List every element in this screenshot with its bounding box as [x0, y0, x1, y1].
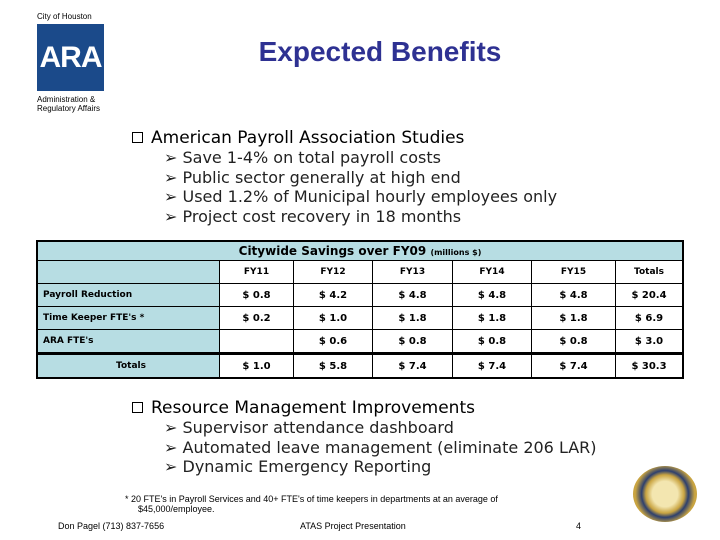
row-label: Totals — [37, 354, 220, 379]
cell: $ 0.8 — [453, 330, 532, 354]
cell: $ 1.8 — [373, 307, 453, 330]
section-heading — [132, 398, 475, 418]
header-cell — [37, 261, 220, 284]
cell: $ 20.4 — [616, 284, 684, 307]
header-cell: FY15 — [532, 261, 616, 284]
cell: $ 1.0 — [294, 307, 373, 330]
list-item: ➢ Used 1.2% of Municipal hourly employees only — [164, 187, 558, 206]
caption-text: Citywide Savings over FY09 — [238, 244, 427, 258]
cell: $ 1.0 — [220, 354, 294, 379]
bullet-text: Public sector generally at high end — [182, 167, 461, 187]
table-row — [37, 284, 683, 307]
bullet-text: Project cost recovery in 18 months — [182, 206, 462, 226]
page-title: Expected Benefits — [258, 36, 502, 67]
bullet-text: Save 1-4% on total payroll costs — [182, 148, 441, 167]
department-label — [37, 95, 100, 113]
row-label: ARA FTE's — [37, 330, 220, 354]
cell: $ 4.8 — [453, 284, 532, 307]
header-cell: FY12 — [294, 261, 373, 284]
caption-unit: (millions $) — [430, 248, 482, 257]
dept-line: Regulatory Affairs — [37, 104, 100, 113]
dept-line: Administration & — [37, 95, 96, 104]
bullet-list — [164, 418, 597, 477]
cell: $ 0.8 — [532, 330, 616, 354]
table-totals-row — [37, 354, 683, 379]
header-cell: FY13 — [373, 261, 453, 284]
cell: $ 4.8 — [532, 284, 616, 307]
cell: $ 0.8 — [373, 330, 453, 354]
cell: $ 0.8 — [220, 284, 294, 307]
checkbox-bullet-icon — [132, 402, 143, 413]
list-item: ➢ Dynamic Emergency Reporting — [164, 457, 432, 476]
table-row — [37, 307, 683, 330]
footnote — [125, 494, 498, 514]
city-seal-icon — [633, 466, 697, 522]
header-cell: FY14 — [453, 261, 532, 284]
footer-presentation: ATAS Project Presentation — [300, 521, 406, 531]
cell: $ 7.4 — [373, 354, 453, 379]
row-label: Payroll Reduction — [37, 284, 220, 307]
list-item: ➢ Automated leave management (eliminate 206 LAR) — [164, 437, 597, 457]
header-cell: Totals — [616, 261, 684, 284]
cell: $ 0.6 — [294, 330, 373, 354]
cell: $ 0.2 — [220, 307, 294, 330]
footnote-line: * 20 FTE's in Payroll Services and 40+ FTE's of time keepers in departments at an average of — [125, 494, 498, 504]
checkbox-bullet-icon — [132, 132, 143, 143]
bullet-text: Dynamic Emergency Reporting — [182, 457, 432, 476]
cell: $ 3.0 — [616, 330, 684, 354]
list-item: ➢ Project cost recovery in 18 months — [164, 206, 462, 226]
list-item: ➢ Supervisor attendance dashboard — [164, 418, 454, 437]
bullet-list — [164, 148, 557, 226]
cell: $ 5.8 — [294, 354, 373, 379]
cell: $ 4.2 — [294, 284, 373, 307]
bullet-text: Supervisor attendance dashboard — [182, 418, 454, 437]
bullet-text: Automated leave management (eliminate 206 LAR) — [182, 437, 597, 457]
cell: $ 6.9 — [616, 307, 684, 330]
footer-contact: Don Pagel (713) 837-7656 — [58, 521, 165, 531]
table-row — [37, 330, 683, 354]
section-heading — [132, 128, 464, 148]
cell: $ 1.8 — [532, 307, 616, 330]
row-label: Time Keeper FTE's * — [37, 307, 220, 330]
list-item: ➢ Save 1-4% on total payroll costs — [164, 148, 441, 167]
cell: $ 30.3 — [616, 354, 684, 379]
bullet-text: Used 1.2% of Municipal hourly employees only — [182, 187, 558, 206]
heading-text: Resource Management Improvements — [151, 398, 475, 418]
savings-table — [36, 240, 684, 379]
table-caption — [37, 241, 683, 261]
heading-text: American Payroll Association Studies — [151, 128, 465, 148]
cell: $ 4.8 — [373, 284, 453, 307]
page-number: 4 — [576, 521, 582, 531]
cell: $ 7.4 — [532, 354, 616, 379]
city-label: City of Houston — [37, 12, 92, 21]
cell — [220, 330, 294, 354]
table-header-row — [37, 261, 683, 284]
cell: $ 7.4 — [453, 354, 532, 379]
cell: $ 1.8 — [453, 307, 532, 330]
header-cell: FY11 — [220, 261, 294, 284]
ara-logo: ARA — [37, 24, 104, 91]
list-item: ➢ Public sector generally at high end — [164, 167, 461, 187]
footnote-line: $45,000/employee. — [138, 504, 215, 514]
